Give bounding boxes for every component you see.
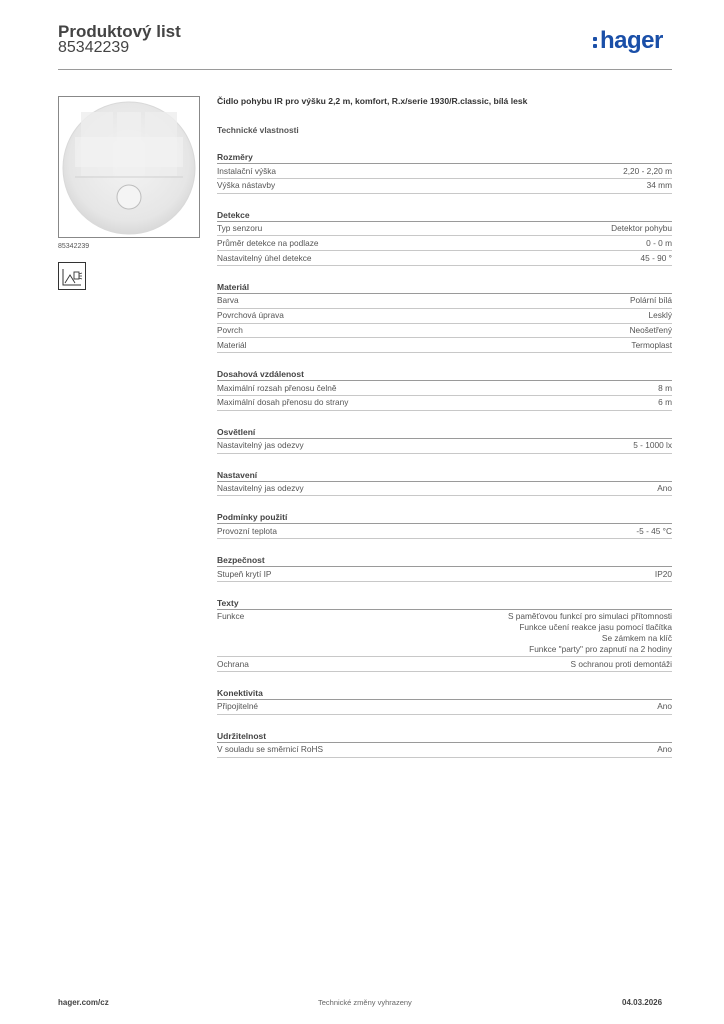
spec-row	[217, 524, 672, 539]
spec-row	[217, 439, 672, 454]
spec-label: Maximální rozsah přenosu čelně	[217, 382, 337, 393]
spec-value	[658, 397, 672, 408]
motion-sensor-image	[59, 97, 199, 237]
spec-row	[217, 294, 672, 309]
spec-row	[217, 657, 672, 672]
section-title: Rozměry	[217, 151, 672, 164]
spec-value-line: Polární bílá	[630, 295, 672, 306]
spec-value-line: S ochranou proti demontáži	[570, 658, 672, 669]
section-title: Konektivita	[217, 687, 672, 700]
spec-label: V souladu se směrnicí RoHS	[217, 744, 324, 755]
spec-row	[217, 396, 672, 411]
product-image	[58, 96, 200, 238]
spec-value-line: Ano	[657, 483, 672, 494]
spec-row	[217, 222, 672, 237]
logo-text: hager	[600, 27, 663, 54]
spec-value	[657, 744, 672, 755]
section-title: Udržitelnost	[217, 730, 672, 743]
spec-value-line: 34 mm	[646, 180, 672, 191]
spec-label: Funkce	[217, 611, 245, 622]
spec-section	[217, 151, 672, 194]
spec-section	[217, 209, 672, 266]
logo-dots-icon	[593, 28, 598, 50]
spec-row	[217, 164, 672, 179]
spec-value-line: Termoplast	[631, 339, 672, 350]
spec-value-line: Ano	[657, 701, 672, 712]
image-caption: 85342239	[58, 243, 90, 250]
spec-value-line: 5 - 1000 lx	[633, 440, 672, 451]
spec-value-line: 8 m	[658, 382, 672, 393]
spec-value	[647, 180, 672, 191]
spec-value-line: IP20	[654, 568, 672, 579]
spec-value	[646, 238, 672, 249]
spec-value-line: 2,20 - 2,20 m	[623, 165, 672, 176]
spec-value-line: Funkce učení reakce jasu pomocí tlačítka	[519, 622, 672, 633]
section-title: Osvětlení	[217, 426, 672, 439]
spec-value-line: 45 - 90 °	[640, 252, 672, 263]
spec-label: Povrch	[217, 325, 243, 336]
spec-value-line: Detektor pohybu	[611, 223, 672, 234]
spec-section	[217, 730, 672, 758]
spec-value	[631, 340, 672, 351]
spec-section	[217, 368, 672, 411]
spec-row	[217, 482, 672, 497]
section-title: Nastavení	[217, 469, 672, 482]
spec-label: Provozní teplota	[217, 525, 277, 536]
spec-value	[655, 569, 672, 580]
footer-date: 04.03.2026	[622, 998, 663, 1007]
spec-value-line: Ano	[657, 744, 672, 755]
spec-row	[217, 338, 672, 353]
spec-value	[641, 253, 672, 264]
spec-row	[217, 743, 672, 758]
spec-row	[217, 610, 672, 657]
spec-value	[636, 526, 672, 537]
spec-section	[217, 597, 672, 672]
spec-label: Nastavitelný jas odezvy	[217, 483, 304, 494]
section-title: Materiál	[217, 281, 672, 294]
spec-value-line: 6 m	[658, 397, 672, 408]
section-title: Bezpečnost	[217, 554, 672, 567]
spec-label: Ochrana	[217, 658, 249, 669]
spec-row	[217, 251, 672, 266]
footer-website[interactable]: hager.com/cz	[58, 998, 109, 1007]
spec-value	[630, 325, 672, 336]
spec-label: Nastavitelný úhel detekce	[217, 252, 312, 263]
spec-row	[217, 324, 672, 339]
spec-section	[217, 469, 672, 497]
spec-label: Stupeň krytí IP	[217, 568, 272, 579]
hager-logo[interactable]	[593, 28, 663, 54]
spec-value-line: S paměťovou funkcí pro simulaci přítomnosti	[507, 611, 672, 622]
spec-panel	[217, 94, 672, 758]
tech-heading: Technické vlastnosti	[217, 125, 299, 135]
spec-label: Nastavitelný jas odezvy	[217, 440, 304, 451]
spec-row	[217, 309, 672, 324]
spec-section	[217, 687, 672, 715]
spec-value-line: 0 - 0 m	[646, 237, 672, 248]
spec-label: Povrchová úprava	[217, 310, 284, 321]
spec-value	[630, 295, 672, 306]
spec-label: Připojitelné	[217, 701, 259, 712]
spec-row	[217, 179, 672, 194]
spec-row	[217, 567, 672, 582]
page-title: Produktový list	[58, 22, 181, 41]
footer-notice: Technické změny vyhrazeny	[318, 998, 412, 1007]
spec-section	[217, 281, 672, 353]
mounting-type-icon	[58, 262, 86, 290]
spec-value	[657, 483, 672, 494]
spec-label: Barva	[217, 295, 239, 306]
spec-value	[623, 166, 672, 177]
spec-value-line: Lesklý	[648, 310, 672, 321]
spec-label: Instalační výška	[217, 165, 277, 176]
spec-row	[217, 381, 672, 396]
spec-section	[217, 554, 672, 582]
spec-value	[508, 611, 672, 654]
spec-value	[571, 659, 672, 670]
spec-value	[648, 310, 672, 321]
section-title: Detekce	[217, 209, 672, 222]
spec-value-line: Funkce "party" pro zapnutí na 2 hodiny	[529, 643, 672, 654]
section-title: Podmínky použití	[217, 511, 672, 524]
header-divider	[58, 69, 672, 70]
spec-value	[658, 383, 672, 394]
spec-sections	[217, 151, 672, 758]
spec-row	[217, 236, 672, 251]
spec-section	[217, 511, 672, 539]
spec-label: Průměr detekce na podlaze	[217, 237, 319, 248]
spec-value-line: Se zámkem na klíč	[601, 633, 672, 644]
spec-row	[217, 700, 672, 715]
spec-label: Maximální dosah přenosu do strany	[217, 397, 349, 408]
spec-label: Materiál	[217, 339, 247, 350]
spec-label: Výška nástavby	[217, 180, 276, 191]
spec-value	[633, 440, 672, 451]
spec-label: Typ senzoru	[217, 223, 263, 234]
product-title: Čidlo pohybu IR pro výšku 2,2 m, komfort, R.x/serie 1930/R.classic, bílá lesk	[217, 96, 528, 106]
section-title: Dosahová vzdálenost	[217, 368, 672, 381]
spec-section	[217, 426, 672, 454]
product-number: 85342239	[58, 39, 130, 56]
spec-value	[657, 701, 672, 712]
spec-value-line: -5 - 45 °C	[636, 525, 672, 536]
spec-value	[611, 223, 672, 234]
spec-value-line: Neošetřený	[629, 325, 672, 336]
section-title: Texty	[217, 597, 672, 610]
